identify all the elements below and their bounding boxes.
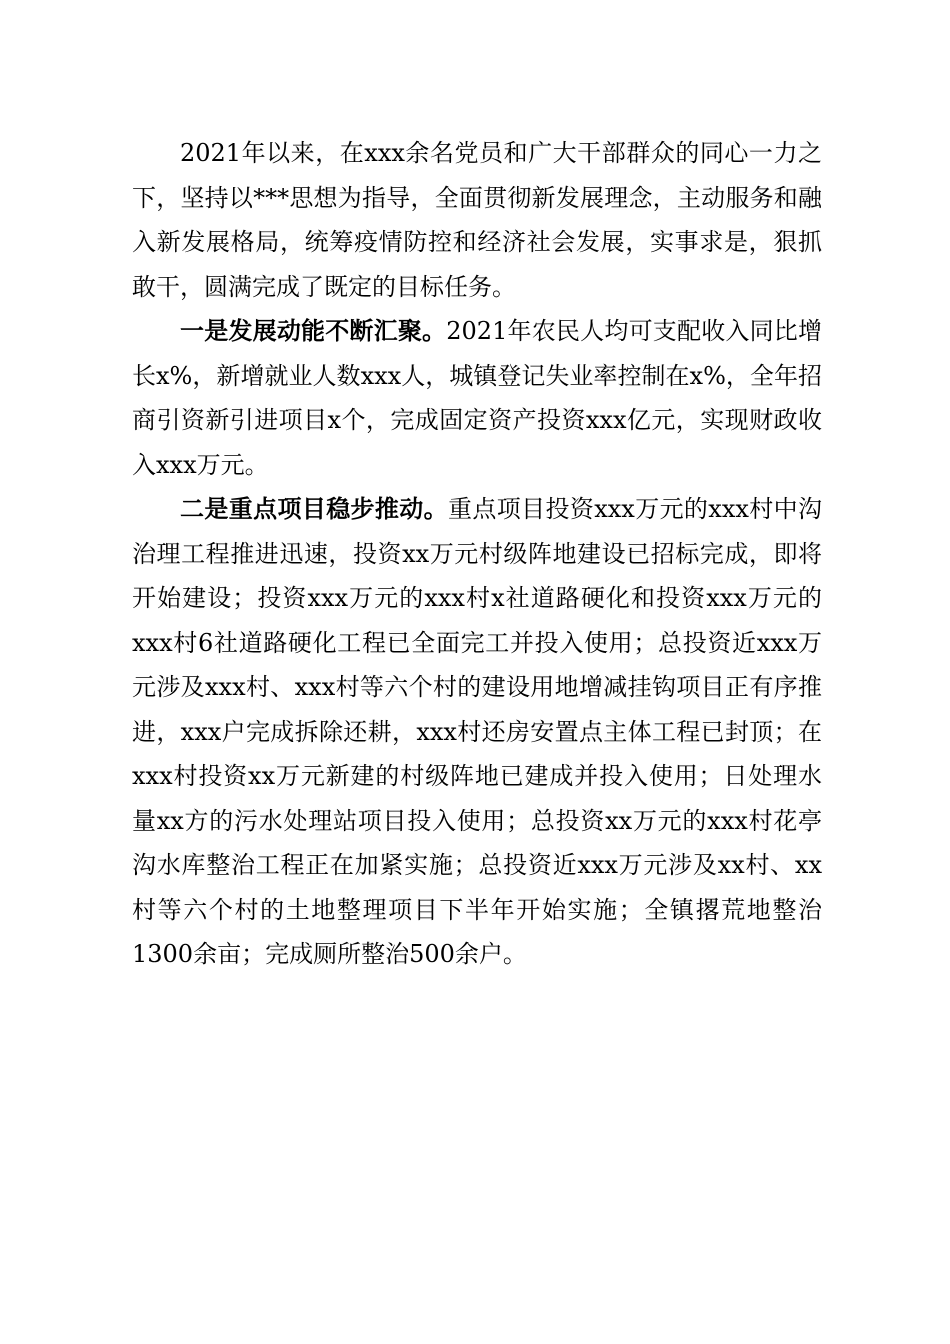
paragraph-intro: [132, 131, 822, 309]
paragraph-development-momentum: [132, 309, 822, 487]
paragraph-lead: 一是发展动能不断汇聚。: [180, 316, 447, 345]
document-body: [132, 131, 822, 977]
paragraph-text: 重点项目投资xxx万元的xxx村中沟治理工程推进迅速，投资xx万元村级阵地建设已招标完成，即将开始建设；投资xxx万元的xxx村x社道路硬化和投资xxx万元的xxx村6社道路硬化工程已全面完工并投入使用；总投资近xxx万元涉及xxx村、xxx村等六个村的建设用地增减挂钩项目正有序推进，xxx户完成拆除还耕，xxx村还房安置点主体工程已封顶；在xxx村投资xx万元新建的村级阵地已建成并投入使用；日处理水量xx方的污水处理站项目投入使用；总投资xx万元的xxx村花亭沟水库整治工程正在加紧实施；总投资近xxx万元涉及xx村、xx村等六个村的土地整理项目下半年开始实施；全镇撂荒地整治1300余亩；完成厕所整治500余户。: [132, 495, 822, 968]
paragraph-text: 2021年以来，在xxx余名党员和广大干部群众的同心一力之下，坚持以***思想为指导，全面贯彻新发展理念，主动服务和融入新发展格局，统筹疫情防控和经济社会发展，实事求是，狠抓敢干，圆满完成了既定的目标任务。: [132, 139, 822, 301]
paragraph-lead: 二是重点项目稳步推动。: [180, 494, 449, 523]
paragraph-text: 2021年农民人均可支配收入同比增长x%，新增就业人数xxx人，城镇登记失业率控制在x%，全年招商引资新引进项目x个，完成固定资产投资xxx亿元，实现财政收入xxx万元。: [132, 317, 823, 479]
paragraph-key-projects: [132, 487, 822, 977]
